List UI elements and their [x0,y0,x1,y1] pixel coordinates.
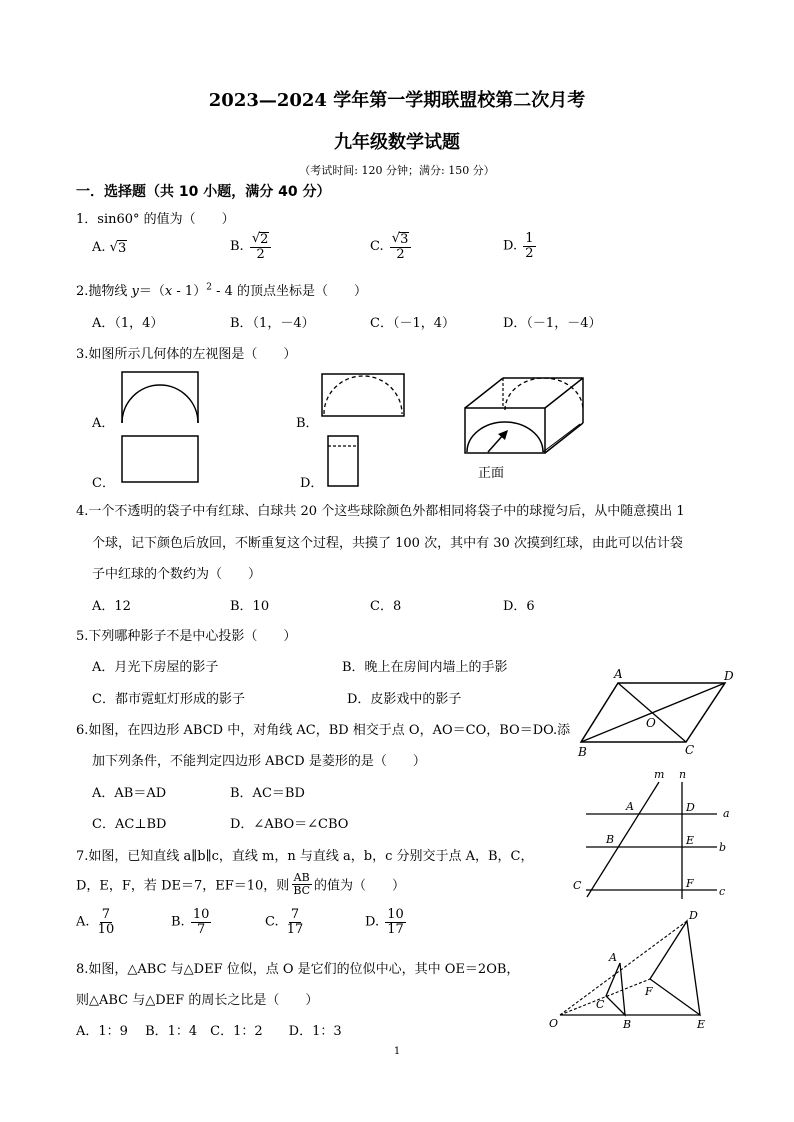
line-label-n: n [679,768,687,781]
exam-subtitle: 九年级数学试题 [334,132,460,153]
q6-line2: 加下列条件，不能判定四边形 ABCD 是菱形的是（ ） [92,754,426,769]
point-label-b: B [578,745,587,759]
q7-d-num: 10 [387,907,404,922]
q3-option-c-label: C． [92,476,115,491]
q7-option-a [76,908,118,936]
q7-a-label: A. [76,914,90,930]
line-label-b: b [719,841,727,854]
exam-title: 2023—2024 学年第一学期联盟校第二次月考 [208,90,586,111]
q7-line2-part: D，E，F，若 DE＝7，EF＝10，则 [76,878,290,894]
q7-c-fraction [285,908,306,936]
q7-b-label: B. [171,914,185,930]
q1-b-fraction [250,232,272,261]
q1-d-numerator: 1 [525,231,534,246]
q3-figure-d [322,432,366,488]
q7-line1: 7.如图，已知直线 a∥b∥c，直线 m，n 与直线 a，b，c 分别交于点 A，B，C， [76,849,534,864]
q7-c-num: 7 [290,907,300,922]
q7-ratio-fraction [291,872,312,896]
q1-a-radicand: 3 [117,241,127,256]
point-label-a: A [609,951,617,964]
point-label-d: D [689,909,698,922]
point-label-e: E [686,834,695,847]
q7-d-fraction [385,908,406,936]
point-label-b: B [606,833,615,846]
q1-d-fraction [523,232,535,260]
q2-stem-part: ＝（ [138,284,165,299]
q8-line2: 则△ABC 与△DEF 的周长之比是（ ） [76,993,319,1008]
q6-option-b: B．AC＝BD [230,786,305,801]
q4-option-d: D．6 [503,599,535,614]
q1-b-label: B. [230,239,244,255]
q1-b-radicand: 2 [260,232,269,247]
q1-b-denominator: 2 [256,246,265,262]
q7-line2 [76,872,405,896]
q7-c-label: C. [265,914,279,930]
q2-exponent: 2 [206,282,212,293]
q2-var-x: x [164,284,173,299]
point-label-c: C [573,879,582,892]
q4-line1: 4.一个不透明的袋子中有红球、白球共 20 个这些球除颜色外都相同将袋子中的球搅匀后，从中随意摸出 1 [76,504,685,519]
q7-a-fraction [96,908,117,936]
q3-figure-a [115,368,205,428]
q7-ratio-denominator: BC [293,883,311,897]
q4-option-c: C．8 [370,599,402,614]
q7-parallel-lines-figure [562,765,742,905]
front-view-label: 正面 [478,466,505,481]
q6-option-d: D．∠ABO＝∠CBO [230,817,349,832]
page-number: 1 [393,1046,401,1057]
q6-option-a: A．AB＝AD [92,786,167,801]
q7-b-num: 10 [192,907,210,922]
q5-option-c: C．都市霓虹灯形成的影子 [92,692,245,707]
q4-line3: 子中红球的个数约为（ ） [92,567,262,582]
exam-info: （考试时间: 120 分钟；满分: 150 分） [299,164,495,177]
q1-stem: 1．sin60° 的值为（ ） [76,212,235,227]
q7-ratio-numerator: AB [293,871,310,884]
q6-option-c: C．AC⊥BD [92,817,167,832]
line-label-m: m [654,768,665,781]
q5-option-b: B．晚上在房间内墙上的手影 [342,660,508,675]
q1-option-c [370,232,413,261]
q6-line1: 6.如图，在四边形 ABCD 中，对角线 AC，BD 相交于点 O，AO＝CO，BO＝DO.添 [76,723,571,738]
q7-option-c [265,908,307,936]
q2-stem-part: 2.抛物线 [76,284,132,299]
q1-d-label: D. [503,238,518,254]
point-label-a: A [614,667,623,681]
point-label-c: C [685,743,695,757]
sqrt-icon: √ 2 [251,231,269,247]
q2-stem-part: - 1） [172,284,207,299]
q7-option-d [365,908,408,936]
point-label-d: D [724,669,734,683]
sqrt-icon: √ 3 [109,240,127,256]
sqrt-icon: √ 3 [391,231,409,247]
q7-b-fraction [191,908,212,936]
point-label-c: C [596,998,605,1011]
q2-var-y: y [131,284,139,299]
q3-figure-b [316,368,412,420]
point-label-f: F [686,877,694,890]
q8-line1: 8.如图，△ABC 与△DEF 位似，点 O 是它们的位似中心，其中 OE＝2OB， [76,962,520,977]
q2-stem-part: - 4 的顶点坐标是（ ） [211,284,367,299]
q7-option-b [171,908,213,936]
q1-d-denominator: 2 [525,245,534,261]
q7-d-den: 17 [387,921,404,937]
q4-option-b: B．10 [230,599,270,614]
q8-options: A．1：9 B．1：4 C．1：2 D．1：3 [76,1024,342,1039]
q1-c-fraction [390,232,412,261]
q5-option-d: D．皮影戏中的影子 [347,692,462,707]
point-label-o: O [646,716,656,730]
q1-c-radicand: 3 [400,232,409,247]
section-heading: 一．选择题（共 10 小题，满分 40 分） [76,184,331,200]
q3-option-b-label: B． [296,416,319,431]
q1-option-a [92,240,127,256]
q2-option-c: C．（－1，4） [370,316,455,331]
q7-d-label: D. [365,914,380,930]
point-label-f: F [645,985,653,998]
q3-option-d-label: D． [300,476,324,491]
q5-option-a: A．月光下房屋的影子 [92,660,219,675]
q2-option-d: D．（－1，－4） [503,316,602,331]
q7-line2-part: 的值为（ ） [314,878,406,894]
q2-option-a: A．（1，4） [92,316,164,331]
point-label-b: B [623,1018,632,1031]
q2-stem [76,280,367,299]
q8-homothety-figure [540,906,730,1034]
q1-c-denominator: 2 [396,246,405,262]
q7-b-den: 7 [196,921,206,937]
point-label-d: D [686,801,695,814]
q4-line2: 个球，记下颜色后放回，不断重复这个过程，共摸了 100 次，其中有 30 次摸到红球，由此可以估计袋 [92,536,683,551]
q7-a-den: 10 [97,921,115,937]
q3-figure-c [115,432,205,484]
q5-stem: 5.下列哪种影子不是中心投影（ ） [76,629,297,644]
q1-c-label: C. [370,239,384,255]
q3-option-a-label: A． [92,416,115,431]
q3-stem: 3.如图所示几何体的左视图是（ ） [76,347,297,362]
point-label-a: A [626,800,634,813]
q1-option-b [230,232,273,261]
q6-parallelogram-figure [568,662,744,762]
point-label-e: E [697,1018,706,1031]
q1-option-d [503,232,538,260]
line-label-a: a [723,807,730,820]
q7-c-den: 17 [286,921,304,937]
q2-option-b: B．（1，－4） [230,316,315,331]
q4-option-a: A．12 [92,599,131,614]
point-label-o: O [549,1017,559,1030]
q7-a-num: 7 [101,907,111,922]
q1-a-label: A. [92,240,106,255]
line-label-c: c [719,885,726,898]
